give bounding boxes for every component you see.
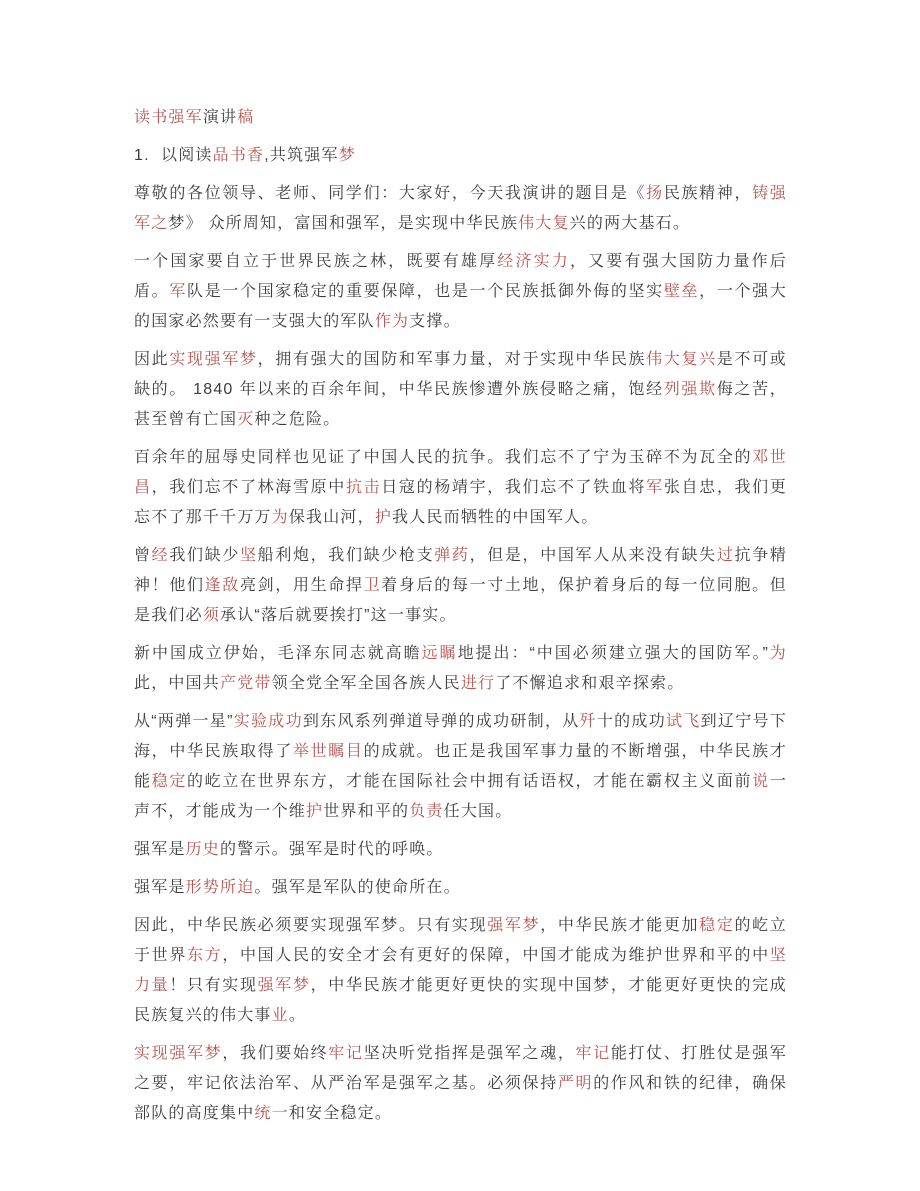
document-body <box>134 103 787 1129</box>
text-run: ，一个强大的国家必然要有一支强大的军队 <box>134 283 787 330</box>
text-run: 地提出：“中国必须建立强大的国防军。” <box>457 645 770 662</box>
paragraph-mission <box>134 873 787 903</box>
paragraph-history <box>134 443 787 533</box>
text-run: 是不可或缺的。 1840 年以来的百余年间，中华民族惨遭外族侵略之痛，饱经 <box>134 351 787 398</box>
text-run: 着身后的每一寸土地，保护着身后的每一位同胞。但是我们必 <box>134 577 787 624</box>
text-run: 1. 以阅读 <box>134 147 213 164</box>
text-run: ，中国人民的安全才会有更好的保障，中国才能成为维护世界和平的中 <box>222 947 770 964</box>
text-run: 张自忠，我们更忘不了那千千万万 <box>134 479 788 526</box>
text-run: 十的成功 <box>596 713 667 730</box>
text-run: 任大国。 <box>443 803 513 820</box>
text-run: 我们缺少 <box>169 547 240 564</box>
text-run: 尊敬的各位领导、老师、同学们：大家好，今天我演讲的题目是《 <box>134 185 647 202</box>
text-run-red: 梦 <box>338 147 356 164</box>
text-run: 我人民而牺牲的中国军人。 <box>392 509 599 526</box>
text-run-red: 坚力量 <box>134 947 787 994</box>
text-run: ，中华民族才能更加 <box>540 917 700 934</box>
text-run: ！只有实现 <box>169 977 258 994</box>
text-run: 的警示。强军是时代的呼唤。 <box>220 841 444 858</box>
text-run-red: 举世瞩目 <box>292 743 364 760</box>
paragraph-spirit <box>134 541 787 631</box>
text-run: 的成就。也正是我国军事力量的不断增强，中华民族才能 <box>134 743 787 790</box>
text-run-red: 邓世昌 <box>134 449 787 496</box>
text-run-red: 业 <box>271 1007 289 1024</box>
numbered-item-1 <box>134 141 787 171</box>
text-run-red: 过 <box>716 547 735 564</box>
text-run-red: 实现强军梦 <box>169 351 258 368</box>
text-run: ，但是，中国军人从来没有缺失 <box>469 547 717 564</box>
text-run-red: 卫 <box>363 577 382 594</box>
text-run: 新中国成立伊始，毛泽东同志就高瞻 <box>134 645 422 662</box>
text-run-red: 形势所迫 <box>185 879 255 896</box>
text-run: 民族精神， <box>663 185 753 202</box>
text-run: 一个国家要自立于世界民族之林，既要有雄厚 <box>134 253 498 270</box>
text-run: 。强军是军队的使命所在。 <box>254 879 461 896</box>
text-run: 坚决听党指挥是强军之魂， <box>363 1045 576 1062</box>
text-run: 的作风和铁的纪律，确保部队的高度集中 <box>134 1075 787 1122</box>
text-run: 日寇的杨靖宇，我们忘不了铁血将 <box>381 479 647 496</box>
text-run: 因此 <box>134 351 170 368</box>
text-run-red: 稳定 <box>151 773 187 790</box>
text-run: 了不懈追求和艰辛探索。 <box>495 675 685 692</box>
text-run-red: 伟大复 <box>518 215 570 232</box>
text-run: 因此，中华民族必须要实现强军梦。只有实现 <box>134 917 488 934</box>
text-run-red: 伟大复兴 <box>646 351 717 368</box>
text-run: 侮之苦，甚至曾有亡国 <box>134 381 787 428</box>
text-run-red: 为 <box>271 509 289 526</box>
text-run-red: 壁垒 <box>663 283 700 300</box>
text-run-red: 护 <box>306 803 324 820</box>
text-run-red: 逢敌 <box>204 577 240 594</box>
text-run: ，拥有强大的国防和军事力量，对于实现中华民族 <box>257 351 647 368</box>
text-run-red: 强军梦 <box>487 917 541 934</box>
text-run-red: 经 <box>151 547 170 564</box>
text-run: 此，中国共 <box>134 675 221 692</box>
text-run: 的屹立于世界 <box>134 917 787 964</box>
text-run: 世界和平的 <box>323 803 410 820</box>
text-run-red: 抗击 <box>345 479 382 496</box>
paragraph-achievements <box>134 707 787 827</box>
text-run: 和安全稳定。 <box>288 1105 393 1122</box>
text-run: 曾 <box>134 547 152 564</box>
text-run: ,共筑强军 <box>264 147 339 164</box>
text-run: 。 <box>288 1007 307 1024</box>
text-run: ，又要有强大国防力量作后盾。 <box>134 253 787 300</box>
text-run: ，我们要始终 <box>222 1045 329 1062</box>
text-run: 船利炮，我们缺少枪支 <box>257 547 435 564</box>
text-run: 保我山河， <box>288 509 375 526</box>
text-run-red: 列强欺 <box>663 381 717 398</box>
text-run: 到东风系列弹道导弹的成功研制，从 <box>302 713 580 730</box>
text-run-red: 铸强军之 <box>134 185 788 232</box>
text-run: 强军是 <box>134 841 186 858</box>
text-run: 到辽宁号下海，中华民族取得了 <box>134 713 787 760</box>
text-run-red: 东方 <box>186 947 223 964</box>
text-run: 种之危险。 <box>254 411 341 428</box>
text-run-red: 历史 <box>185 841 221 858</box>
text-run-red: 牢记 <box>328 1045 364 1062</box>
text-run-red: 品书香 <box>212 147 265 164</box>
text-run-red: 须 <box>202 607 221 624</box>
text-run-red: 弹药 <box>434 547 470 564</box>
text-run-red: 实现强军梦 <box>134 1045 223 1062</box>
text-run-red: 坚 <box>239 547 258 564</box>
text-run: 承认“落后就要挨打”这一事实。 <box>220 607 457 624</box>
text-run-red: 读书强军 <box>134 109 203 126</box>
text-run-red: 进行 <box>460 675 496 692</box>
text-run-red: 灭 <box>237 411 255 428</box>
text-run: 强军是 <box>134 879 186 896</box>
text-run-red: 为 <box>769 645 787 662</box>
text-run-red: 作为 <box>374 313 410 330</box>
text-run: 梦》 众所周知，富国和强军，是实现中华民族 <box>168 215 519 232</box>
text-run: 兴的两大基石。 <box>569 215 691 232</box>
text-run-red: 试飞 <box>666 713 701 730</box>
text-run-red: 负责 <box>409 803 444 820</box>
text-run-red: 强军梦 <box>257 977 311 994</box>
text-run-red: 严明 <box>557 1075 594 1092</box>
text-run-red: 军 <box>169 283 187 300</box>
text-run-red: 扬 <box>646 185 664 202</box>
text-run-red: 产党带 <box>220 675 272 692</box>
text-run: 演讲 <box>202 109 238 126</box>
text-run: 亮剑，用生命捍 <box>239 577 364 594</box>
text-run: 领全党全军全国各族人民 <box>271 675 461 692</box>
text-run: 从“两弹一星” <box>134 713 234 730</box>
text-run-red: 稿 <box>237 109 255 126</box>
text-run: 的屹立在世界东方，才能在国际社会中拥有话语权，才能在霸权主义面前 <box>187 773 753 790</box>
paragraph-nation <box>134 247 787 337</box>
text-run-red: 远瞩 <box>421 645 458 662</box>
paragraph-new-china <box>134 639 787 699</box>
document-title <box>134 103 787 133</box>
paragraph-greeting <box>134 179 787 239</box>
text-run: ，我们忘不了林海雪原中 <box>151 479 346 496</box>
text-run-red: 护 <box>374 509 393 526</box>
text-run: ，中华民族才能更好更快的实现中国梦，才能更好更快的完成民族复兴的伟大事 <box>134 977 787 1024</box>
text-run-red: 经济实力 <box>497 253 570 270</box>
paragraph-therefore <box>134 911 787 1031</box>
text-run: 支撑。 <box>409 313 461 330</box>
text-run: 能打仗、打胜仗是强军之要，牢记依法治军、从严治军是强军之基。必须保持 <box>134 1045 787 1092</box>
text-run: 一声不，才能成为一个维 <box>134 773 788 820</box>
text-run-red: 牢记 <box>575 1045 611 1062</box>
text-run: 抗争精神！他们 <box>134 547 788 594</box>
text-run: 队是一个国家稳定的重要保障，也是一个民族抵御外侮的坚实 <box>187 283 664 300</box>
text-run-red: 统一 <box>254 1105 289 1122</box>
paragraph-dream <box>134 345 787 435</box>
text-run-red: 说 <box>752 773 770 790</box>
text-run: 百余年的屈辱史同样也见证了中国人民的抗争。我们忘不了宁为玉碎不为瓦全的 <box>134 449 753 466</box>
text-run-red: 实验成功 <box>233 713 303 730</box>
text-run-red: 军 <box>646 479 664 496</box>
paragraph-conclusion <box>134 1039 787 1129</box>
text-run-red: 稳定 <box>699 917 735 934</box>
paragraph-warning <box>134 835 787 865</box>
text-run-red: 歼 <box>579 713 597 730</box>
